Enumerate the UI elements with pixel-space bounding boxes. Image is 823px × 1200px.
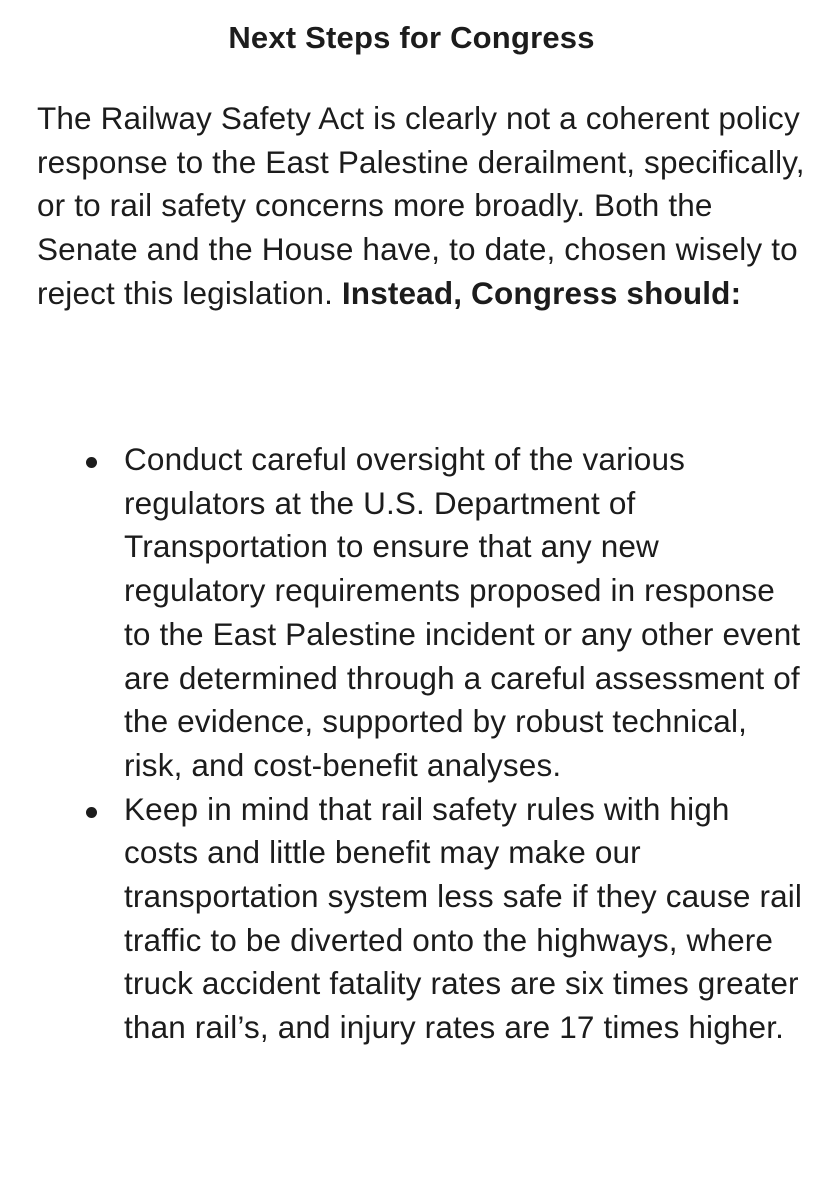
list-item-text: Keep in mind that rail safety rules with high costs and little benefit may make our transportation system less safe if they cause rail traffic to be diverted onto the highways, where truck accident fatality rates are six times greater than rail’s, and injury rates are 17 times higher. [124, 790, 803, 1046]
list-item [0, 438, 823, 788]
recommendations-list [0, 438, 823, 1050]
bullet-icon [86, 457, 97, 468]
intro-text: The Railway Safety Act is clearly not a coherent policy response to the East Palestine derailment, specifically, or to rail safety concerns more broadly. Both the Senate and the House have, to date, chosen wisely to reject this legislation. [37, 100, 805, 311]
page-title: Next Steps for Congress [228, 20, 595, 55]
intro-paragraph [37, 97, 807, 316]
bullet-icon [86, 807, 97, 818]
list-item [0, 788, 823, 1050]
list-item-text: Conduct careful oversight of the various regulators at the U.S. Department of Transportation to ensure that any new regulatory requirements proposed in response to the East Palestine incident or any other event are determined through a careful assessment of the evidence, supported by robust technical, risk, and cost-benefit analyses. [124, 441, 801, 783]
intro-bold-text: Instead, Congress should: [341, 274, 742, 311]
